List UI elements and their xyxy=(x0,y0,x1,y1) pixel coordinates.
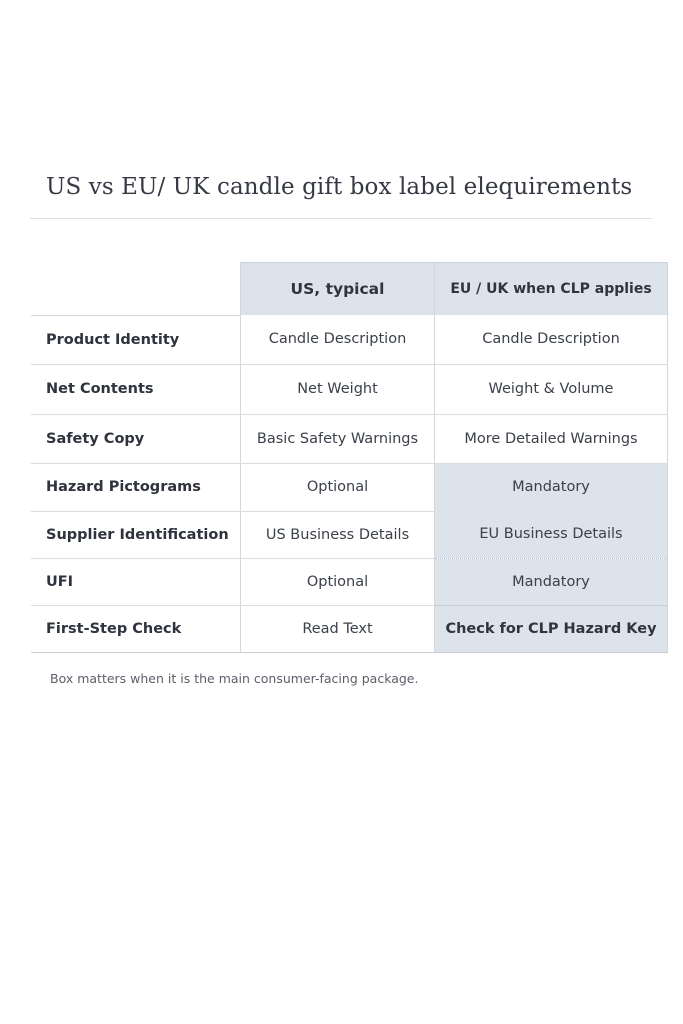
us-cell: Optional xyxy=(241,463,435,511)
table-row xyxy=(31,364,668,414)
us-cell: Optional xyxy=(241,558,435,605)
us-cell: Read Text xyxy=(241,605,435,652)
eu-cell-highlighted: Mandatory xyxy=(435,463,668,511)
header-eu-uk-clp: EU / UK when CLP applies xyxy=(435,263,668,316)
us-cell: Candle Description xyxy=(241,315,435,364)
row-label: Hazard Pictograms xyxy=(31,463,241,511)
table-row xyxy=(31,605,668,652)
row-label: Supplier Identification xyxy=(31,511,241,558)
footnote: Box matters when it is the main consumer-facing package. xyxy=(50,671,419,686)
row-label: Net Contents xyxy=(31,364,241,414)
row-label: First-Step Check xyxy=(31,605,241,652)
row-label: UFI xyxy=(31,558,241,605)
row-label: Safety Copy xyxy=(31,414,241,463)
table-row xyxy=(31,463,668,511)
table-row xyxy=(31,414,668,463)
us-cell: US Business Details xyxy=(241,511,435,558)
eu-cell: Weight & Volume xyxy=(435,364,668,414)
eu-cell-highlighted: EU Business Details xyxy=(435,511,668,558)
eu-cell-highlighted-emphasis: Check for CLP Hazard Key xyxy=(435,605,668,652)
header-us-typical: US, typical xyxy=(241,263,435,316)
table-header-row xyxy=(31,263,668,316)
us-cell: Basic Safety Warnings xyxy=(241,414,435,463)
us-cell: Net Weight xyxy=(241,364,435,414)
title-divider xyxy=(30,218,652,219)
header-empty-cell xyxy=(31,263,241,316)
table-row xyxy=(31,511,668,558)
page-title: US vs EU/ UK candle gift box label elequirements xyxy=(46,174,633,200)
table-row xyxy=(31,315,668,364)
table-row xyxy=(31,558,668,605)
eu-cell: More Detailed Warnings xyxy=(435,414,668,463)
eu-cell-highlighted: Mandatory xyxy=(435,558,668,605)
comparison-table xyxy=(31,262,668,653)
eu-cell: Candle Description xyxy=(435,315,668,364)
row-label: Product Identity xyxy=(31,315,241,364)
